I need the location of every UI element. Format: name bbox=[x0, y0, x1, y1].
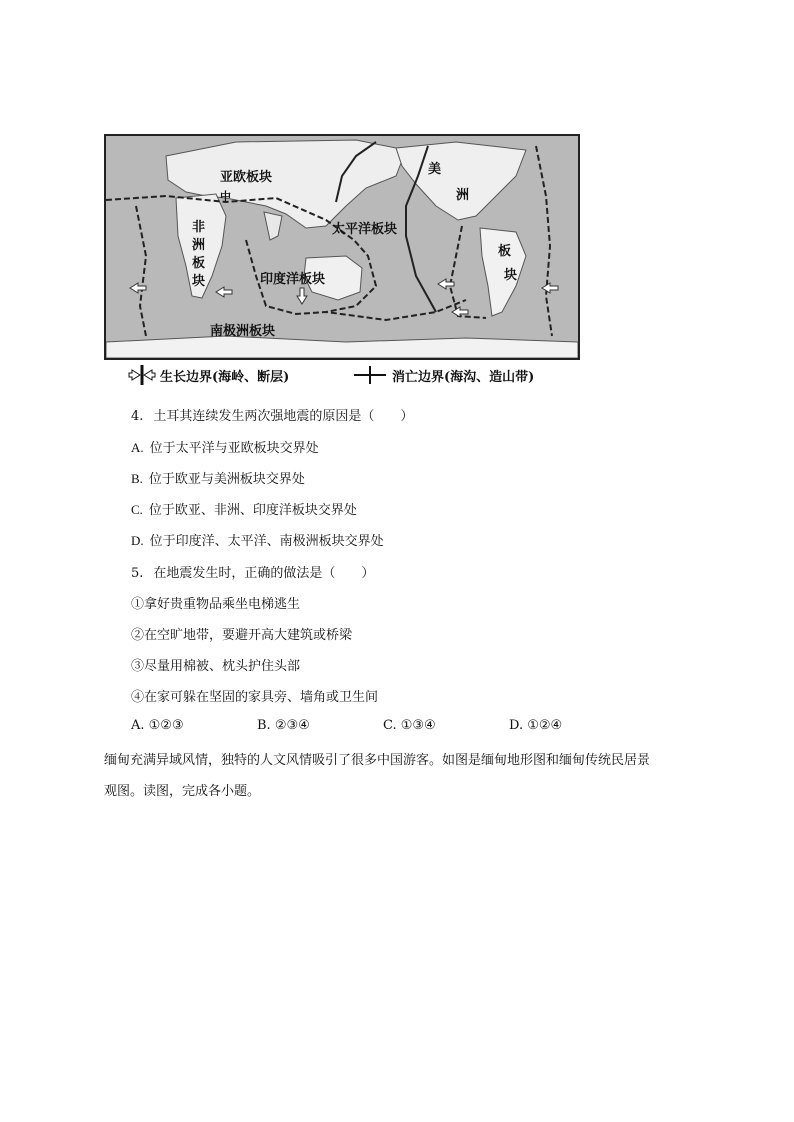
land-india bbox=[264, 212, 282, 240]
label-eurasian-plate: 亚欧板块 bbox=[220, 170, 273, 185]
option-letter: C. bbox=[131, 502, 143, 517]
label-america-3: 板 bbox=[498, 244, 512, 259]
plate-map bbox=[104, 134, 580, 360]
legend-growth-label: 生长边界(海岭、断层) bbox=[160, 369, 290, 385]
option-c bbox=[131, 499, 357, 518]
subduction-boundary-icon bbox=[352, 364, 388, 386]
option-b bbox=[131, 468, 305, 487]
option-text: 位于欧亚、非洲、印度洋板块交界处 bbox=[148, 503, 357, 518]
label-africa-4: 块 bbox=[192, 274, 206, 289]
statement-3: ③尽量用棉被、枕头护住头部 bbox=[131, 659, 301, 674]
label-small-mark: 中 bbox=[220, 190, 231, 203]
label-america-1: 美 bbox=[428, 162, 442, 177]
question-4 bbox=[131, 405, 413, 424]
option-text: 位于欧亚与美洲板块交界处 bbox=[148, 472, 305, 487]
statement-4: ④在家可躲在坚固的家具旁、墙角或卫生间 bbox=[131, 690, 379, 705]
option-letter: D. bbox=[131, 533, 144, 548]
label-africa-1: 非 bbox=[192, 220, 206, 235]
option-a bbox=[131, 437, 319, 456]
passage-line-1: 缅甸充满异域风情，独特的人文风情吸引了很多中国游客。如图是缅甸地形图和缅甸传统民居景 bbox=[104, 753, 651, 768]
choice-b: B. ②③④ bbox=[257, 718, 310, 733]
question-stem: 土耳其连续发生两次强地震的原因是（ ） bbox=[153, 409, 414, 424]
option-letter: B. bbox=[131, 471, 143, 486]
statement-1: ①拿好贵重物品乘坐电梯逃生 bbox=[131, 597, 301, 612]
label-indian-plate: 印度洋板块 bbox=[260, 272, 326, 287]
label-antarctic-plate: 南极洲板块 bbox=[210, 324, 276, 339]
question-stem: 在地震发生时，正确的做法是（ ） bbox=[153, 566, 375, 581]
land-antarctica bbox=[106, 336, 578, 358]
label-africa-3: 板 bbox=[192, 256, 206, 271]
arrow-mark-1 bbox=[130, 283, 146, 293]
label-pacific-plate: 太平洋板块 bbox=[332, 222, 398, 237]
arrow-mark-2 bbox=[216, 287, 232, 297]
choice-d: D. ①②④ bbox=[509, 718, 563, 733]
statement-2: ②在空旷地带，要避开高大建筑或桥梁 bbox=[131, 628, 353, 643]
label-africa-2: 洲 bbox=[192, 238, 206, 253]
choice-c: C. ①③④ bbox=[383, 718, 436, 733]
question-number: 5. bbox=[131, 566, 144, 581]
growth-boundary-icon bbox=[128, 364, 156, 386]
option-letter: A. bbox=[131, 440, 144, 455]
boundary-line-6 bbox=[536, 146, 552, 336]
label-america-4: 块 bbox=[504, 268, 518, 283]
question-number: 4. bbox=[131, 409, 144, 424]
passage-line-2: 观图。读图，完成各小题。 bbox=[104, 784, 261, 799]
legend-subduction-boundary bbox=[352, 364, 534, 386]
label-america-2: 洲 bbox=[456, 188, 470, 203]
arrow-mark-5 bbox=[542, 283, 558, 293]
legend-growth-boundary bbox=[128, 364, 289, 386]
question-5 bbox=[131, 562, 374, 581]
option-d bbox=[131, 530, 384, 549]
option-text: 位于太平洋与亚欧板块交界处 bbox=[149, 441, 319, 456]
arrow-mark-3 bbox=[297, 288, 307, 304]
boundary-line-7 bbox=[136, 206, 146, 336]
option-text: 位于印度洋、太平洋、南极洲板块交界处 bbox=[149, 534, 384, 549]
arrow-mark-6 bbox=[452, 307, 468, 317]
choice-a: A. ①②③ bbox=[131, 718, 184, 733]
legend-subduction-label: 消亡边界(海沟、造山带) bbox=[392, 369, 535, 385]
